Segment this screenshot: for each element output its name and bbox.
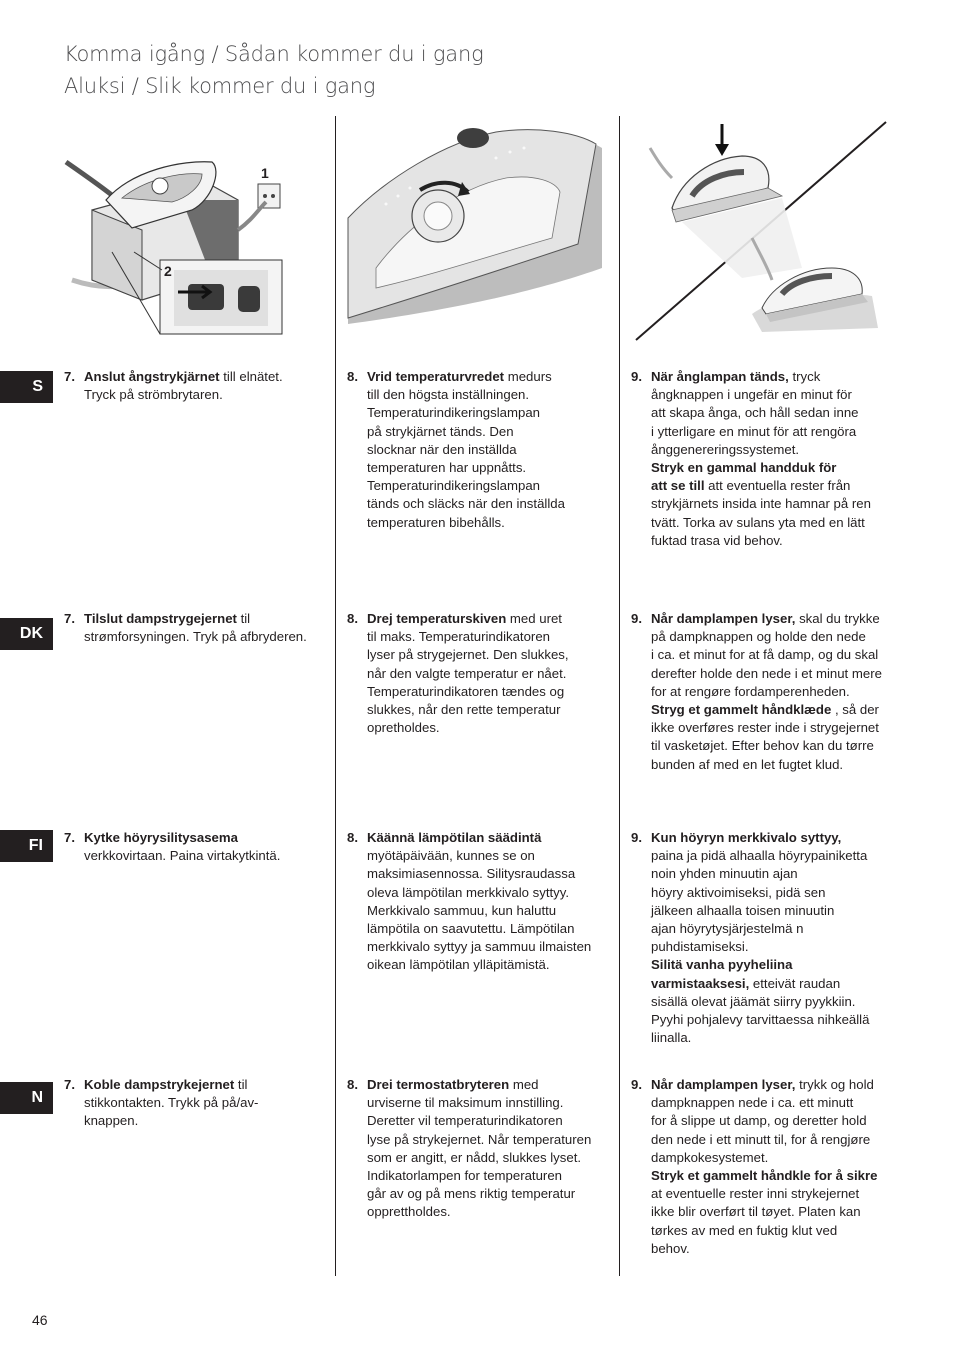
step-number: 8. xyxy=(347,1077,358,1092)
step-text: med urviserne til maksimum innstilling. Deretter vil temperaturindikatoren lyse på strykejernet. Når temperaturen som er angitt, er nådd, slukkes lyset. Indikatorlampen for temperaturen går av og på mens riktig temperatur opprettholdes. xyxy=(367,1077,592,1220)
step-8-n xyxy=(347,1076,612,1222)
step-text: medurs till den högsta inställningen. Temperaturindikeringslampan på strykjärnet tänds. Den slocknar när den inställda temperaturen har uppnåtts. Temperaturindikeringslampan tänds och släcks när den inställda temperaturen bibehålls. xyxy=(367,369,565,530)
steam-station-plug-illustration xyxy=(62,140,286,340)
step-text: til strømforsyningen. Tryk på afbryderen. xyxy=(84,611,307,645)
step-bold-text: Kun höyryn merkkivalo syttyy, xyxy=(651,830,842,845)
step-number: 8. xyxy=(347,830,358,845)
page-title-line2: Aluksi / Slik kommer du i gang xyxy=(64,74,376,98)
step-number: 7. xyxy=(64,1077,75,1092)
step-text: skal du trykke på dampknappen og holde den nede i ca. et minut for at få damp, og du skal derefter holde den nede i et minut mere for at rengøre fordamperenheden. xyxy=(651,611,882,699)
step-7-fi xyxy=(64,829,326,865)
step-number: 7. xyxy=(64,369,75,384)
step-text: med uret til maks. Temperaturindikatoren lyser på strygejernet. Den slukkes, når den valgte temperatur er nået. Temperaturindikatoren tændes og slukkes, når den rette temperatur opretholdes. xyxy=(367,611,569,736)
step-9-s xyxy=(631,368,901,550)
step-bold-text-2: Silitä vanha pyyheliina varmistaaksesi, xyxy=(651,957,793,991)
step-text-2: , så der ikke overføres rester inde i strygejernet til vasketøjet. Efter behov kan du tørre bunden af med en let fugtet klud. xyxy=(651,702,879,772)
step-8-s xyxy=(347,368,612,532)
language-tab-s: S xyxy=(0,371,53,403)
page-number: 46 xyxy=(32,1312,48,1328)
callout-2: 2 xyxy=(164,263,172,279)
step-text: verkkovirtaan. Paina virtakytkintä. xyxy=(84,848,281,864)
language-tab-n: N xyxy=(0,1082,53,1114)
step-bold-text: Når damplampen lyser, xyxy=(651,611,796,626)
step-9-fi xyxy=(631,829,901,1047)
step-bold-text: Anslut ångstrykjärnet xyxy=(84,369,220,384)
step-bold-text: Koble dampstrykejernet xyxy=(84,1077,235,1092)
step-text: til stikkontakten. Trykk på på/av- knappen. xyxy=(84,1077,259,1129)
step-text-2: att eventuella rester från strykjärnets insida inte hamnar på ren tvätt. Torka av sulans yta med en lätt fuktad trasa vid behov. xyxy=(651,478,871,548)
column-divider-1 xyxy=(335,116,336,1276)
step-bold-text: Käännä lämpötilan säädintä xyxy=(367,830,542,845)
step-7-n xyxy=(64,1076,326,1131)
step-number: 8. xyxy=(347,611,358,626)
column-divider-2 xyxy=(619,116,620,1276)
step-9-n xyxy=(631,1076,901,1258)
step-number: 9. xyxy=(631,1077,642,1092)
step-number: 8. xyxy=(347,369,358,384)
callout-1: 1 xyxy=(261,165,269,181)
step-text-2: etteivät raudan sisällä olevat jäämät siirry pyykkiin. Pyyhi pohjalevy tarvittaessa nihkeällä liinalla. xyxy=(651,975,870,1046)
step-text: trykk og hold dampknappen nede i ca. ett minutt for å slippe ut damp, og deretter hold den nede i ett minutt til, for å rengjøre dampkokesystemet. xyxy=(651,1077,874,1165)
step-bold-text-2: Stryk en gammal handduk för att se till xyxy=(651,460,837,494)
step-bold-text: Når damplampen lyser, xyxy=(651,1077,796,1092)
step-text-2: at eventuelle rester inni strykejernet ikke blir overført til tøyet. Platen kan tørkes av med en fuktig klut ved behov. xyxy=(651,1186,861,1256)
step-bold-text-2: Stryg et gammelt håndklæde xyxy=(651,702,832,718)
language-tab-fi: FI xyxy=(0,830,53,862)
step-7-dk xyxy=(64,610,326,646)
step-bold-text: Kytke höyrysilitysasema xyxy=(84,830,238,845)
step-number: 9. xyxy=(631,830,642,845)
step-number: 7. xyxy=(64,611,75,626)
step-7-s xyxy=(64,368,326,404)
step-8-dk xyxy=(347,610,612,737)
page-title-line1: Komma igång / Sådan kommer du i gang xyxy=(64,42,484,66)
language-tab-dk: DK xyxy=(0,618,53,650)
step-number: 7. xyxy=(64,830,75,845)
step-text: tryck ångknappen i ungefär en minut för att skapa ånga, och håll sedan inne i ytterligare en minut för att rengöra ånggenereringssystemet. xyxy=(651,369,859,457)
step-text: paina ja pidä alhaalla höyrypainiketta noin yhden minuutin ajan höyry aktivoimiseksi, pidä sen jälkeen alhaalla toisen minuutin ajan höyrytysjärjestelmä n puhdistamiseksi. xyxy=(651,848,868,955)
step-bold-text: Vrid temperaturvredet xyxy=(367,369,505,384)
step-bold-text: När ånglampan tänds, xyxy=(651,369,789,384)
step-number: 9. xyxy=(631,369,642,384)
step-9-dk xyxy=(631,610,901,774)
step-bold-text: Tilslut dampstrygejernet xyxy=(84,611,237,626)
step-bold-text-2: Stryk et gammelt håndkle for å sikre xyxy=(651,1168,878,1184)
step-text: till elnätet. Tryck på strömbrytaren. xyxy=(84,369,283,403)
iron-temperature-dial-illustration xyxy=(346,118,604,328)
step-bold-text: Drei termostatbryteren xyxy=(367,1077,510,1092)
iron-steam-cleaning-illustration xyxy=(632,118,890,344)
step-text: myötäpäivään, kunnes se on maksimiasennossa. Silitysraudassa oleva lämpötilan merkkivalo syttyy. Merkkivalo sammuu, kun haluttu lämpötila on saavutettu. Lämpötilan merkkivalo syttyy ja sammuu ilmaisten oikean lämpötilan ylläpitämistä. xyxy=(367,848,592,973)
step-bold-text: Drej temperaturskiven xyxy=(367,611,507,626)
step-8-fi xyxy=(347,829,612,975)
step-number: 9. xyxy=(631,611,642,626)
